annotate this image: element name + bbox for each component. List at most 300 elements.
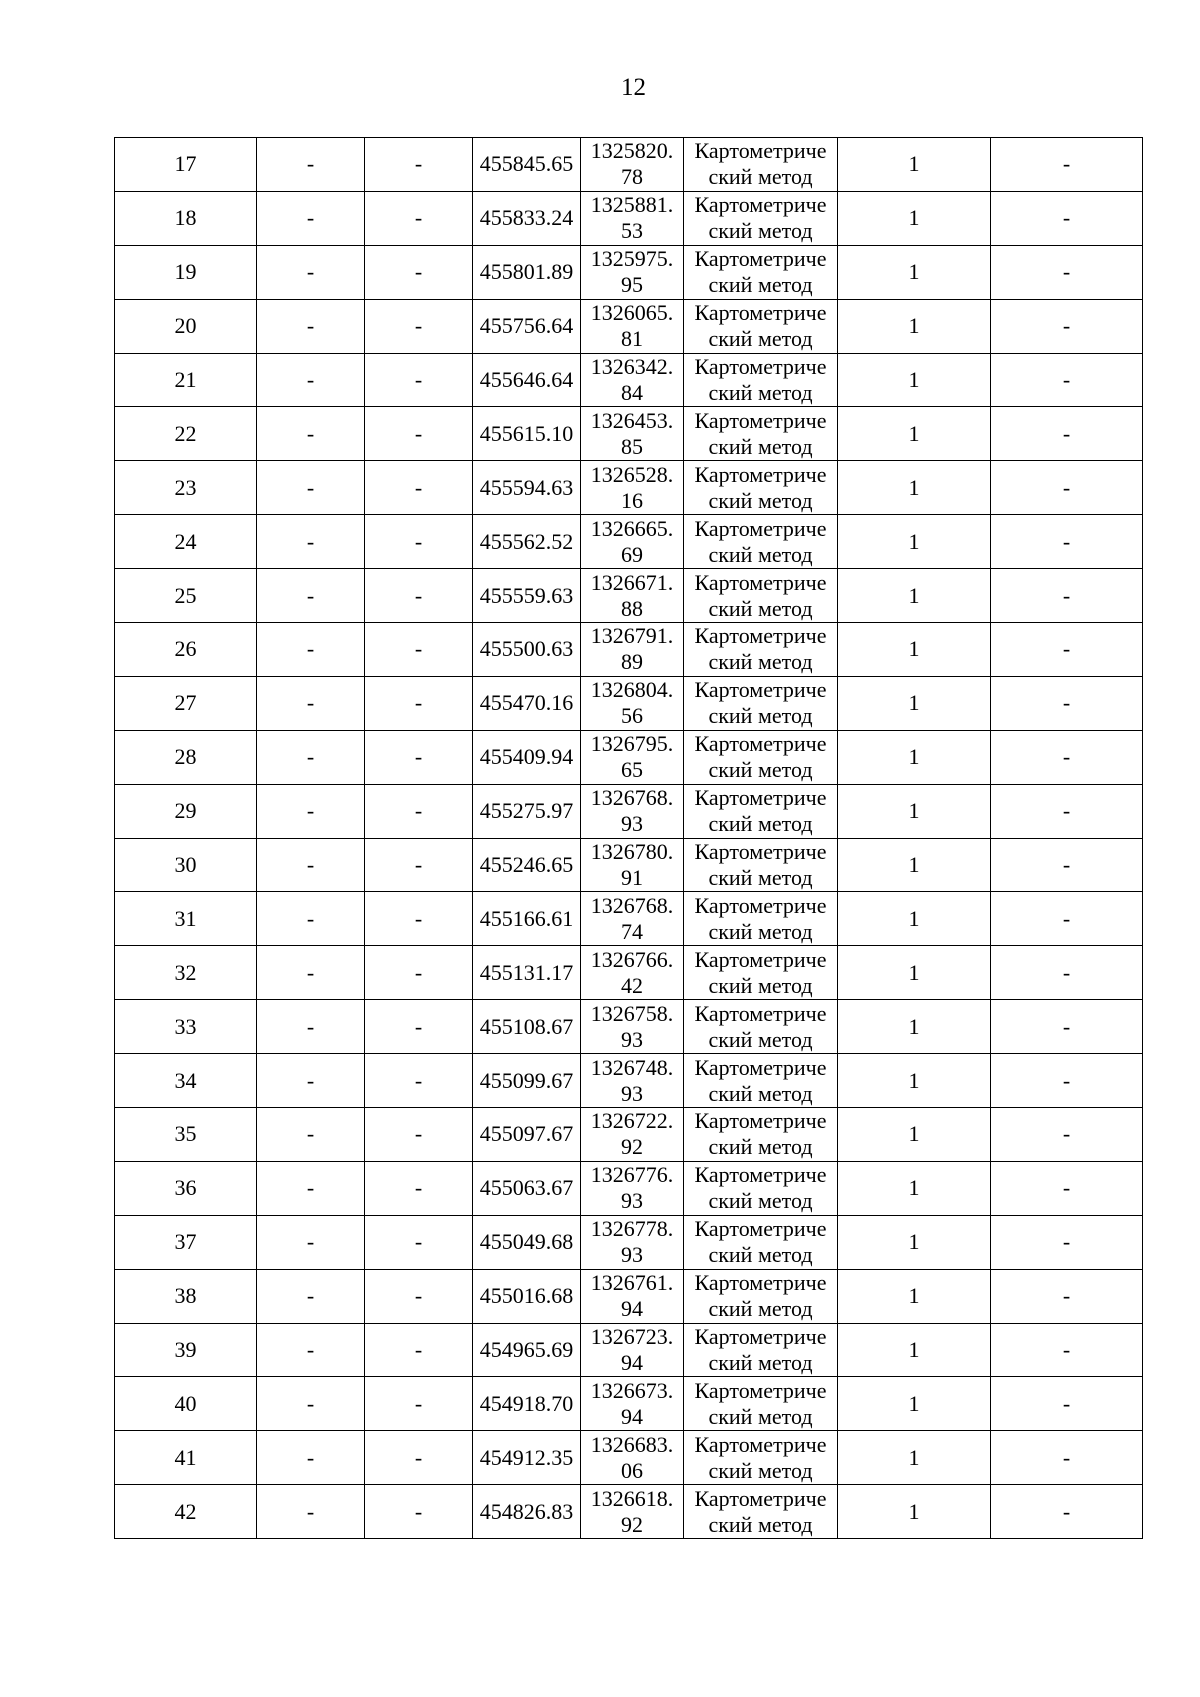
- point-number-cell: 24: [115, 515, 257, 569]
- empty-value-cell: -: [365, 1000, 473, 1054]
- table-row: [115, 1485, 1143, 1539]
- method-line-2: ский метод: [708, 918, 813, 944]
- table-row: [115, 1377, 1143, 1431]
- empty-value-cell: -: [257, 676, 365, 730]
- table-row: [115, 946, 1143, 1000]
- description-cell: -: [991, 676, 1143, 730]
- empty-value-cell: -: [365, 730, 473, 784]
- description-cell: -: [991, 1377, 1143, 1431]
- empty-value-cell: -: [257, 245, 365, 299]
- point-number-cell: 32: [115, 946, 257, 1000]
- y-coordinate-cell: [581, 1108, 684, 1162]
- x-coordinate-cell: 455594.63: [473, 461, 581, 515]
- y-coordinate-cell: [581, 946, 684, 1000]
- method-cell: [684, 191, 838, 245]
- x-coordinate-cell: 455166.61: [473, 892, 581, 946]
- y-coordinate-cell: [581, 1377, 684, 1431]
- empty-value-cell: -: [365, 1485, 473, 1539]
- description-cell: -: [991, 1431, 1143, 1485]
- empty-value-cell: -: [257, 730, 365, 784]
- point-number-cell: 29: [115, 784, 257, 838]
- description-cell: -: [991, 138, 1143, 192]
- x-coordinate-cell: 455833.24: [473, 191, 581, 245]
- method-line-2: ский метод: [708, 1026, 813, 1052]
- method-line-2: ский метод: [708, 649, 813, 675]
- method-line-2: ский метод: [708, 433, 813, 459]
- table-row: [115, 676, 1143, 730]
- method-line-1: Картометриче: [694, 1054, 827, 1080]
- y-coordinate-line-1: 1326665.: [590, 515, 674, 541]
- accuracy-cell: 1: [838, 245, 991, 299]
- accuracy-cell: 1: [838, 407, 991, 461]
- method-line-2: ский метод: [708, 703, 813, 729]
- empty-value-cell: -: [257, 1054, 365, 1108]
- y-coordinate-cell: [581, 623, 684, 677]
- method-cell: [684, 515, 838, 569]
- y-coordinate-line-2: 94: [621, 1296, 643, 1322]
- point-number-cell: 21: [115, 353, 257, 407]
- y-coordinate-line-2: 93: [621, 1188, 643, 1214]
- y-coordinate-cell: [581, 407, 684, 461]
- accuracy-cell: 1: [838, 892, 991, 946]
- point-number-cell: 39: [115, 1323, 257, 1377]
- description-cell: -: [991, 1000, 1143, 1054]
- y-coordinate-cell: [581, 730, 684, 784]
- y-coordinate-line-2: 93: [621, 1080, 643, 1106]
- y-coordinate-line-1: 1326768.: [590, 892, 674, 918]
- y-coordinate-line-2: 53: [621, 218, 643, 244]
- y-coordinate-line-2: 95: [621, 272, 643, 298]
- empty-value-cell: -: [257, 1000, 365, 1054]
- x-coordinate-cell: 455063.67: [473, 1161, 581, 1215]
- y-coordinate-line-1: 1326618.: [590, 1485, 674, 1511]
- empty-value-cell: -: [365, 245, 473, 299]
- method-line-2: ский метод: [708, 595, 813, 621]
- method-line-2: ский метод: [708, 1134, 813, 1160]
- empty-value-cell: -: [257, 138, 365, 192]
- method-line-2: ский метод: [708, 1511, 813, 1537]
- empty-value-cell: -: [257, 1323, 365, 1377]
- method-line-2: ский метод: [708, 487, 813, 513]
- x-coordinate-cell: 454826.83: [473, 1485, 581, 1539]
- empty-value-cell: -: [365, 892, 473, 946]
- table-body: [115, 138, 1143, 1539]
- accuracy-cell: 1: [838, 784, 991, 838]
- method-line-2: ский метод: [708, 218, 813, 244]
- coordinates-table: [114, 137, 1143, 1539]
- empty-value-cell: -: [257, 892, 365, 946]
- method-line-1: Картометриче: [694, 946, 827, 972]
- y-coordinate-line-1: 1325975.: [590, 246, 674, 272]
- y-coordinate-line-1: 1326723.: [590, 1324, 674, 1350]
- description-cell: -: [991, 892, 1143, 946]
- y-coordinate-line-1: 1326778.: [590, 1216, 674, 1242]
- method-line-1: Картометриче: [694, 892, 827, 918]
- method-line-1: Картометриче: [694, 677, 827, 703]
- empty-value-cell: -: [365, 299, 473, 353]
- description-cell: -: [991, 1215, 1143, 1269]
- method-line-1: Картометриче: [694, 1377, 827, 1403]
- empty-value-cell: -: [257, 784, 365, 838]
- table-row: [115, 1215, 1143, 1269]
- accuracy-cell: 1: [838, 676, 991, 730]
- method-line-1: Картометриче: [694, 569, 827, 595]
- accuracy-cell: 1: [838, 1161, 991, 1215]
- method-line-1: Картометриче: [694, 461, 827, 487]
- y-coordinate-line-1: 1326804.: [590, 677, 674, 703]
- accuracy-cell: 1: [838, 299, 991, 353]
- x-coordinate-cell: 455646.64: [473, 353, 581, 407]
- y-coordinate-line-2: 91: [621, 865, 643, 891]
- empty-value-cell: -: [257, 191, 365, 245]
- y-coordinate-line-2: 89: [621, 649, 643, 675]
- empty-value-cell: -: [365, 353, 473, 407]
- description-cell: -: [991, 784, 1143, 838]
- method-line-1: Картометриче: [694, 1000, 827, 1026]
- table-row: [115, 569, 1143, 623]
- table-row: [115, 299, 1143, 353]
- method-cell: [684, 353, 838, 407]
- point-number-cell: 37: [115, 1215, 257, 1269]
- method-line-1: Картометриче: [694, 731, 827, 757]
- y-coordinate-line-1: 1326528.: [590, 461, 674, 487]
- empty-value-cell: -: [257, 407, 365, 461]
- x-coordinate-cell: 455756.64: [473, 299, 581, 353]
- method-line-1: Картометриче: [694, 623, 827, 649]
- method-line-2: ский метод: [708, 380, 813, 405]
- y-coordinate-line-1: 1326453.: [590, 407, 674, 433]
- method-line-2: ский метод: [708, 1350, 813, 1376]
- description-cell: -: [991, 569, 1143, 623]
- y-coordinate-line-1: 1326791.: [590, 623, 674, 649]
- y-coordinate-cell: [581, 1161, 684, 1215]
- method-cell: [684, 1377, 838, 1431]
- accuracy-cell: 1: [838, 1054, 991, 1108]
- method-line-2: ский метод: [708, 1188, 813, 1214]
- x-coordinate-cell: 455049.68: [473, 1215, 581, 1269]
- y-coordinate-line-2: 78: [621, 164, 643, 190]
- accuracy-cell: 1: [838, 353, 991, 407]
- description-cell: -: [991, 1054, 1143, 1108]
- y-coordinate-cell: [581, 676, 684, 730]
- y-coordinate-cell: [581, 838, 684, 892]
- method-line-1: Картометриче: [694, 839, 827, 865]
- y-coordinate-cell: [581, 1323, 684, 1377]
- point-number-cell: 26: [115, 623, 257, 677]
- empty-value-cell: -: [257, 1269, 365, 1323]
- y-coordinate-line-2: 93: [621, 1026, 643, 1052]
- method-line-1: Картометриче: [694, 785, 827, 811]
- table-row: [115, 407, 1143, 461]
- y-coordinate-line-1: 1326683.: [590, 1431, 674, 1457]
- x-coordinate-cell: 455099.67: [473, 1054, 581, 1108]
- description-cell: -: [991, 1485, 1143, 1539]
- table-row: [115, 1323, 1143, 1377]
- y-coordinate-line-1: 1326673.: [590, 1377, 674, 1403]
- empty-value-cell: -: [257, 1215, 365, 1269]
- method-line-2: ский метод: [708, 164, 813, 190]
- empty-value-cell: -: [257, 461, 365, 515]
- description-cell: -: [991, 245, 1143, 299]
- y-coordinate-cell: [581, 245, 684, 299]
- empty-value-cell: -: [365, 191, 473, 245]
- method-cell: [684, 1269, 838, 1323]
- y-coordinate-cell: [581, 892, 684, 946]
- y-coordinate-cell: [581, 138, 684, 192]
- y-coordinate-line-2: 69: [621, 541, 643, 567]
- method-line-2: ский метод: [708, 1403, 813, 1429]
- y-coordinate-cell: [581, 461, 684, 515]
- y-coordinate-line-1: 1326722.: [590, 1108, 674, 1134]
- y-coordinate-cell: [581, 1215, 684, 1269]
- x-coordinate-cell: 454912.35: [473, 1431, 581, 1485]
- table-row: [115, 245, 1143, 299]
- method-cell: [684, 1485, 838, 1539]
- point-number-cell: 28: [115, 730, 257, 784]
- method-line-2: ский метод: [708, 1080, 813, 1106]
- y-coordinate-cell: [581, 1485, 684, 1539]
- method-line-2: ский метод: [708, 1296, 813, 1322]
- point-number-cell: 23: [115, 461, 257, 515]
- empty-value-cell: -: [257, 623, 365, 677]
- method-cell: [684, 1323, 838, 1377]
- description-cell: -: [991, 1161, 1143, 1215]
- point-number-cell: 27: [115, 676, 257, 730]
- empty-value-cell: -: [257, 1377, 365, 1431]
- method-cell: [684, 838, 838, 892]
- y-coordinate-line-1: 1326766.: [590, 946, 674, 972]
- y-coordinate-line-2: 65: [621, 757, 643, 783]
- method-line-2: ский метод: [708, 272, 813, 298]
- method-line-2: ский метод: [708, 1457, 813, 1483]
- empty-value-cell: -: [365, 946, 473, 1000]
- table-row: [115, 1161, 1143, 1215]
- point-number-cell: 25: [115, 569, 257, 623]
- method-cell: [684, 892, 838, 946]
- y-coordinate-line-2: 81: [621, 326, 643, 352]
- method-line-1: Картометриче: [694, 1431, 827, 1457]
- method-cell: [684, 1108, 838, 1162]
- method-cell: [684, 1000, 838, 1054]
- method-line-1: Картометриче: [694, 246, 827, 272]
- empty-value-cell: -: [257, 299, 365, 353]
- method-cell: [684, 730, 838, 784]
- method-line-1: Картометриче: [694, 192, 827, 218]
- x-coordinate-cell: 455409.94: [473, 730, 581, 784]
- accuracy-cell: 1: [838, 1377, 991, 1431]
- method-cell: [684, 946, 838, 1000]
- accuracy-cell: 1: [838, 623, 991, 677]
- table-row: [115, 1108, 1143, 1162]
- table-row: [115, 1000, 1143, 1054]
- point-number-cell: 18: [115, 191, 257, 245]
- point-number-cell: 22: [115, 407, 257, 461]
- accuracy-cell: 1: [838, 461, 991, 515]
- x-coordinate-cell: 454965.69: [473, 1323, 581, 1377]
- table-row: [115, 1269, 1143, 1323]
- empty-value-cell: -: [257, 1108, 365, 1162]
- description-cell: -: [991, 461, 1143, 515]
- x-coordinate-cell: 455275.97: [473, 784, 581, 838]
- y-coordinate-cell: [581, 569, 684, 623]
- method-line-1: Картометриче: [694, 1216, 827, 1242]
- y-coordinate-cell: [581, 1054, 684, 1108]
- empty-value-cell: -: [365, 784, 473, 838]
- y-coordinate-cell: [581, 784, 684, 838]
- y-coordinate-line-2: 74: [621, 918, 643, 944]
- accuracy-cell: 1: [838, 730, 991, 784]
- x-coordinate-cell: 455470.16: [473, 676, 581, 730]
- point-number-cell: 17: [115, 138, 257, 192]
- method-line-2: ский метод: [708, 1242, 813, 1268]
- method-line-2: ский метод: [708, 811, 813, 837]
- y-coordinate-cell: [581, 353, 684, 407]
- accuracy-cell: 1: [838, 1323, 991, 1377]
- method-line-1: Картометриче: [694, 407, 827, 433]
- y-coordinate-cell: [581, 1000, 684, 1054]
- empty-value-cell: -: [257, 838, 365, 892]
- empty-value-cell: -: [257, 1431, 365, 1485]
- x-coordinate-cell: 455131.17: [473, 946, 581, 1000]
- x-coordinate-cell: 455615.10: [473, 407, 581, 461]
- point-number-cell: 40: [115, 1377, 257, 1431]
- empty-value-cell: -: [365, 1108, 473, 1162]
- table-row: [115, 623, 1143, 677]
- method-cell: [684, 407, 838, 461]
- table-row: [115, 515, 1143, 569]
- y-coordinate-line-1: 1326780.: [590, 839, 674, 865]
- x-coordinate-cell: 455845.65: [473, 138, 581, 192]
- method-line-1: Картометриче: [694, 1270, 827, 1296]
- table-row: [115, 138, 1143, 192]
- table-row: [115, 353, 1143, 407]
- method-cell: [684, 676, 838, 730]
- y-coordinate-line-2: 16: [621, 487, 643, 513]
- method-cell: [684, 1054, 838, 1108]
- y-coordinate-line-1: 1326748.: [590, 1054, 674, 1080]
- y-coordinate-line-2: 56: [621, 703, 643, 729]
- accuracy-cell: 1: [838, 1000, 991, 1054]
- y-coordinate-line-1: 1325881.: [590, 192, 674, 218]
- y-coordinate-line-2: 92: [621, 1134, 643, 1160]
- point-number-cell: 20: [115, 299, 257, 353]
- method-line-2: ский метод: [708, 541, 813, 567]
- accuracy-cell: 1: [838, 1269, 991, 1323]
- empty-value-cell: -: [257, 1161, 365, 1215]
- point-number-cell: 42: [115, 1485, 257, 1539]
- empty-value-cell: -: [365, 569, 473, 623]
- x-coordinate-cell: 455246.65: [473, 838, 581, 892]
- x-coordinate-cell: 454918.70: [473, 1377, 581, 1431]
- y-coordinate-cell: [581, 191, 684, 245]
- y-coordinate-line-2: 93: [621, 1242, 643, 1268]
- method-cell: [684, 1161, 838, 1215]
- y-coordinate-line-1: 1326342.: [590, 354, 674, 379]
- method-cell: [684, 245, 838, 299]
- table-row: [115, 838, 1143, 892]
- description-cell: -: [991, 946, 1143, 1000]
- table-row: [115, 191, 1143, 245]
- method-line-1: Картометриче: [694, 354, 827, 379]
- description-cell: -: [991, 191, 1143, 245]
- y-coordinate-line-2: 94: [621, 1350, 643, 1376]
- y-coordinate-line-1: 1326065.: [590, 300, 674, 326]
- description-cell: -: [991, 407, 1143, 461]
- description-cell: -: [991, 353, 1143, 407]
- y-coordinate-line-1: 1326758.: [590, 1000, 674, 1026]
- accuracy-cell: 1: [838, 515, 991, 569]
- y-coordinate-line-2: 85: [621, 433, 643, 459]
- y-coordinate-cell: [581, 515, 684, 569]
- point-number-cell: 30: [115, 838, 257, 892]
- description-cell: -: [991, 1269, 1143, 1323]
- y-coordinate-line-2: 06: [621, 1457, 643, 1483]
- empty-value-cell: -: [257, 515, 365, 569]
- empty-value-cell: -: [365, 676, 473, 730]
- point-number-cell: 31: [115, 892, 257, 946]
- method-line-1: Картометриче: [694, 1162, 827, 1188]
- method-cell: [684, 1215, 838, 1269]
- method-cell: [684, 1431, 838, 1485]
- accuracy-cell: 1: [838, 138, 991, 192]
- x-coordinate-cell: 455801.89: [473, 245, 581, 299]
- y-coordinate-line-1: 1326776.: [590, 1162, 674, 1188]
- x-coordinate-cell: 455562.52: [473, 515, 581, 569]
- empty-value-cell: -: [365, 1269, 473, 1323]
- description-cell: -: [991, 515, 1143, 569]
- method-line-1: Картометриче: [694, 1324, 827, 1350]
- y-coordinate-line-1: 1325820.: [590, 138, 674, 164]
- description-cell: -: [991, 730, 1143, 784]
- description-cell: -: [991, 1323, 1143, 1377]
- empty-value-cell: -: [365, 1054, 473, 1108]
- accuracy-cell: 1: [838, 1108, 991, 1162]
- method-line-1: Картометриче: [694, 515, 827, 541]
- accuracy-cell: 1: [838, 838, 991, 892]
- empty-value-cell: -: [365, 515, 473, 569]
- x-coordinate-cell: 455559.63: [473, 569, 581, 623]
- description-cell: -: [991, 838, 1143, 892]
- empty-value-cell: -: [257, 353, 365, 407]
- table-row: [115, 784, 1143, 838]
- description-cell: -: [991, 299, 1143, 353]
- empty-value-cell: -: [365, 1431, 473, 1485]
- y-coordinate-cell: [581, 1431, 684, 1485]
- y-coordinate-line-1: 1326768.: [590, 785, 674, 811]
- point-number-cell: 33: [115, 1000, 257, 1054]
- y-coordinate-cell: [581, 1269, 684, 1323]
- method-line-1: Картометриче: [694, 1108, 827, 1134]
- point-number-cell: 35: [115, 1108, 257, 1162]
- accuracy-cell: 1: [838, 1215, 991, 1269]
- empty-value-cell: -: [365, 838, 473, 892]
- y-coordinate-line-2: 92: [621, 1511, 643, 1537]
- accuracy-cell: 1: [838, 1485, 991, 1539]
- method-cell: [684, 138, 838, 192]
- x-coordinate-cell: 455500.63: [473, 623, 581, 677]
- table-row: [115, 730, 1143, 784]
- y-coordinate-line-2: 88: [621, 595, 643, 621]
- empty-value-cell: -: [257, 569, 365, 623]
- empty-value-cell: -: [365, 1215, 473, 1269]
- y-coordinate-line-2: 84: [621, 380, 643, 405]
- method-cell: [684, 784, 838, 838]
- method-line-1: Картометриче: [694, 138, 827, 164]
- method-cell: [684, 299, 838, 353]
- empty-value-cell: -: [365, 407, 473, 461]
- method-line-2: ский метод: [708, 865, 813, 891]
- y-coordinate-line-2: 94: [621, 1403, 643, 1429]
